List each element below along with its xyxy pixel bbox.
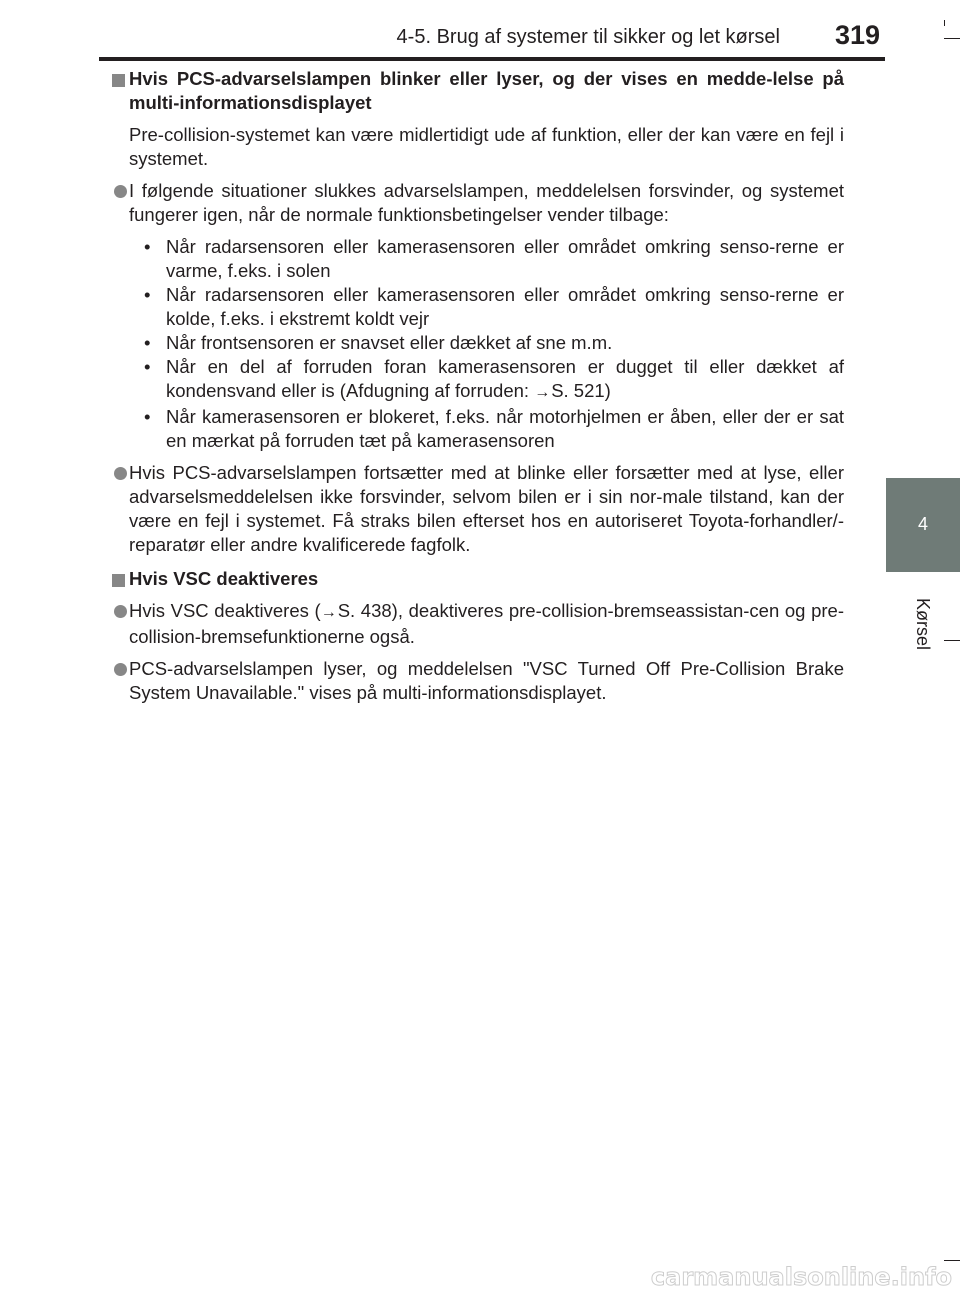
bullet-item: • Når radarsensoren eller kamerasensoren eller området omkring senso-rerne er kolde, f.eks. i ekstremt koldt vejr bbox=[129, 283, 844, 331]
section-paragraph: Pre-collision-systemet kan være midlertidigt ude af funktion, eller der kan være en fejl i systemet. bbox=[129, 124, 844, 169]
list-item: Hvis VSC deaktiveres (→S. 438), deaktiveres pre-collision-bremseassistan-cen og pre-collision-bremsefunktionerne også. bbox=[110, 599, 844, 649]
crop-mark bbox=[944, 20, 945, 26]
chapter-tab-number: 4 bbox=[917, 514, 928, 534]
arrow-right-icon: → bbox=[534, 384, 551, 401]
header-rule bbox=[99, 57, 885, 61]
bullet-item: • Når kamerasensoren er blokeret, f.eks. når motorhjelmen er åben, eller der er sat en mærkat på forruden tæt på kamerasensoren bbox=[129, 405, 844, 453]
page-number: 319 bbox=[834, 20, 880, 50]
arrow-right-icon: → bbox=[320, 604, 337, 621]
watermark: carmanualsonline.info bbox=[650, 1263, 952, 1291]
list-item: I følgende situationer slukkes advarselslampen, meddelelsen forsvinder, og systemet fungerer igen, når de normale funktionsbetingelser vender tilbage: bbox=[110, 179, 844, 227]
list-item: PCS-advarselslampen lyser, og meddelelsen "VSC Turned Off Pre-Collision Brake System Unavailable." vises på multi-informationsdisplayet. bbox=[110, 657, 844, 705]
square-bullet-icon bbox=[110, 567, 129, 591]
section-heading: Hvis VSC deaktiveres bbox=[110, 567, 844, 591]
section-heading: Hvis PCS-advarselslampen blinker eller lyser, og der vises en medde-lelse på multi-informationsdisplayet bbox=[110, 67, 844, 115]
crop-mark bbox=[944, 1260, 960, 1261]
page-reference: S. 521) bbox=[551, 380, 611, 401]
circle-bullet-icon bbox=[110, 657, 129, 705]
square-bullet-icon bbox=[110, 67, 129, 115]
circle-bullet-icon bbox=[110, 599, 129, 649]
circle-bullet-icon bbox=[110, 179, 129, 227]
bullet-list bbox=[129, 235, 844, 453]
crop-mark bbox=[944, 640, 960, 641]
bullet-item: • Når en del af forruden foran kamerasensoren er dugget til eller dækket af kondensvand eller is (Afdugning af forruden: →S. 521) bbox=[129, 355, 844, 405]
bullet-item: • Når radarsensoren eller kamerasensoren eller området omkring senso-rerne er varme, f.eks. i solen bbox=[129, 235, 844, 283]
chapter-tab-label: Kørsel bbox=[913, 597, 933, 650]
chapter-title: 4-5. Brug af systemer til sikker og let kørsel bbox=[396, 26, 780, 48]
circle-bullet-icon bbox=[110, 461, 129, 557]
crop-mark bbox=[944, 38, 960, 39]
list-item: Hvis PCS-advarselslampen fortsætter med at blinke eller forsætter med at lyse, eller advarselsmeddelelsen ikke forsvinder, selvom bilen er i sin nor-male tilstand, kan der være en fejl i systemet. Få straks bilen efterset hos en autoriseret Toyota-forhandler/-reparatør eller andre kvalificerede fagfolk. bbox=[110, 461, 844, 557]
bullet-item: • Når frontsensoren er snavset eller dækket af sne m.m. bbox=[129, 331, 844, 355]
page-content bbox=[110, 67, 844, 705]
